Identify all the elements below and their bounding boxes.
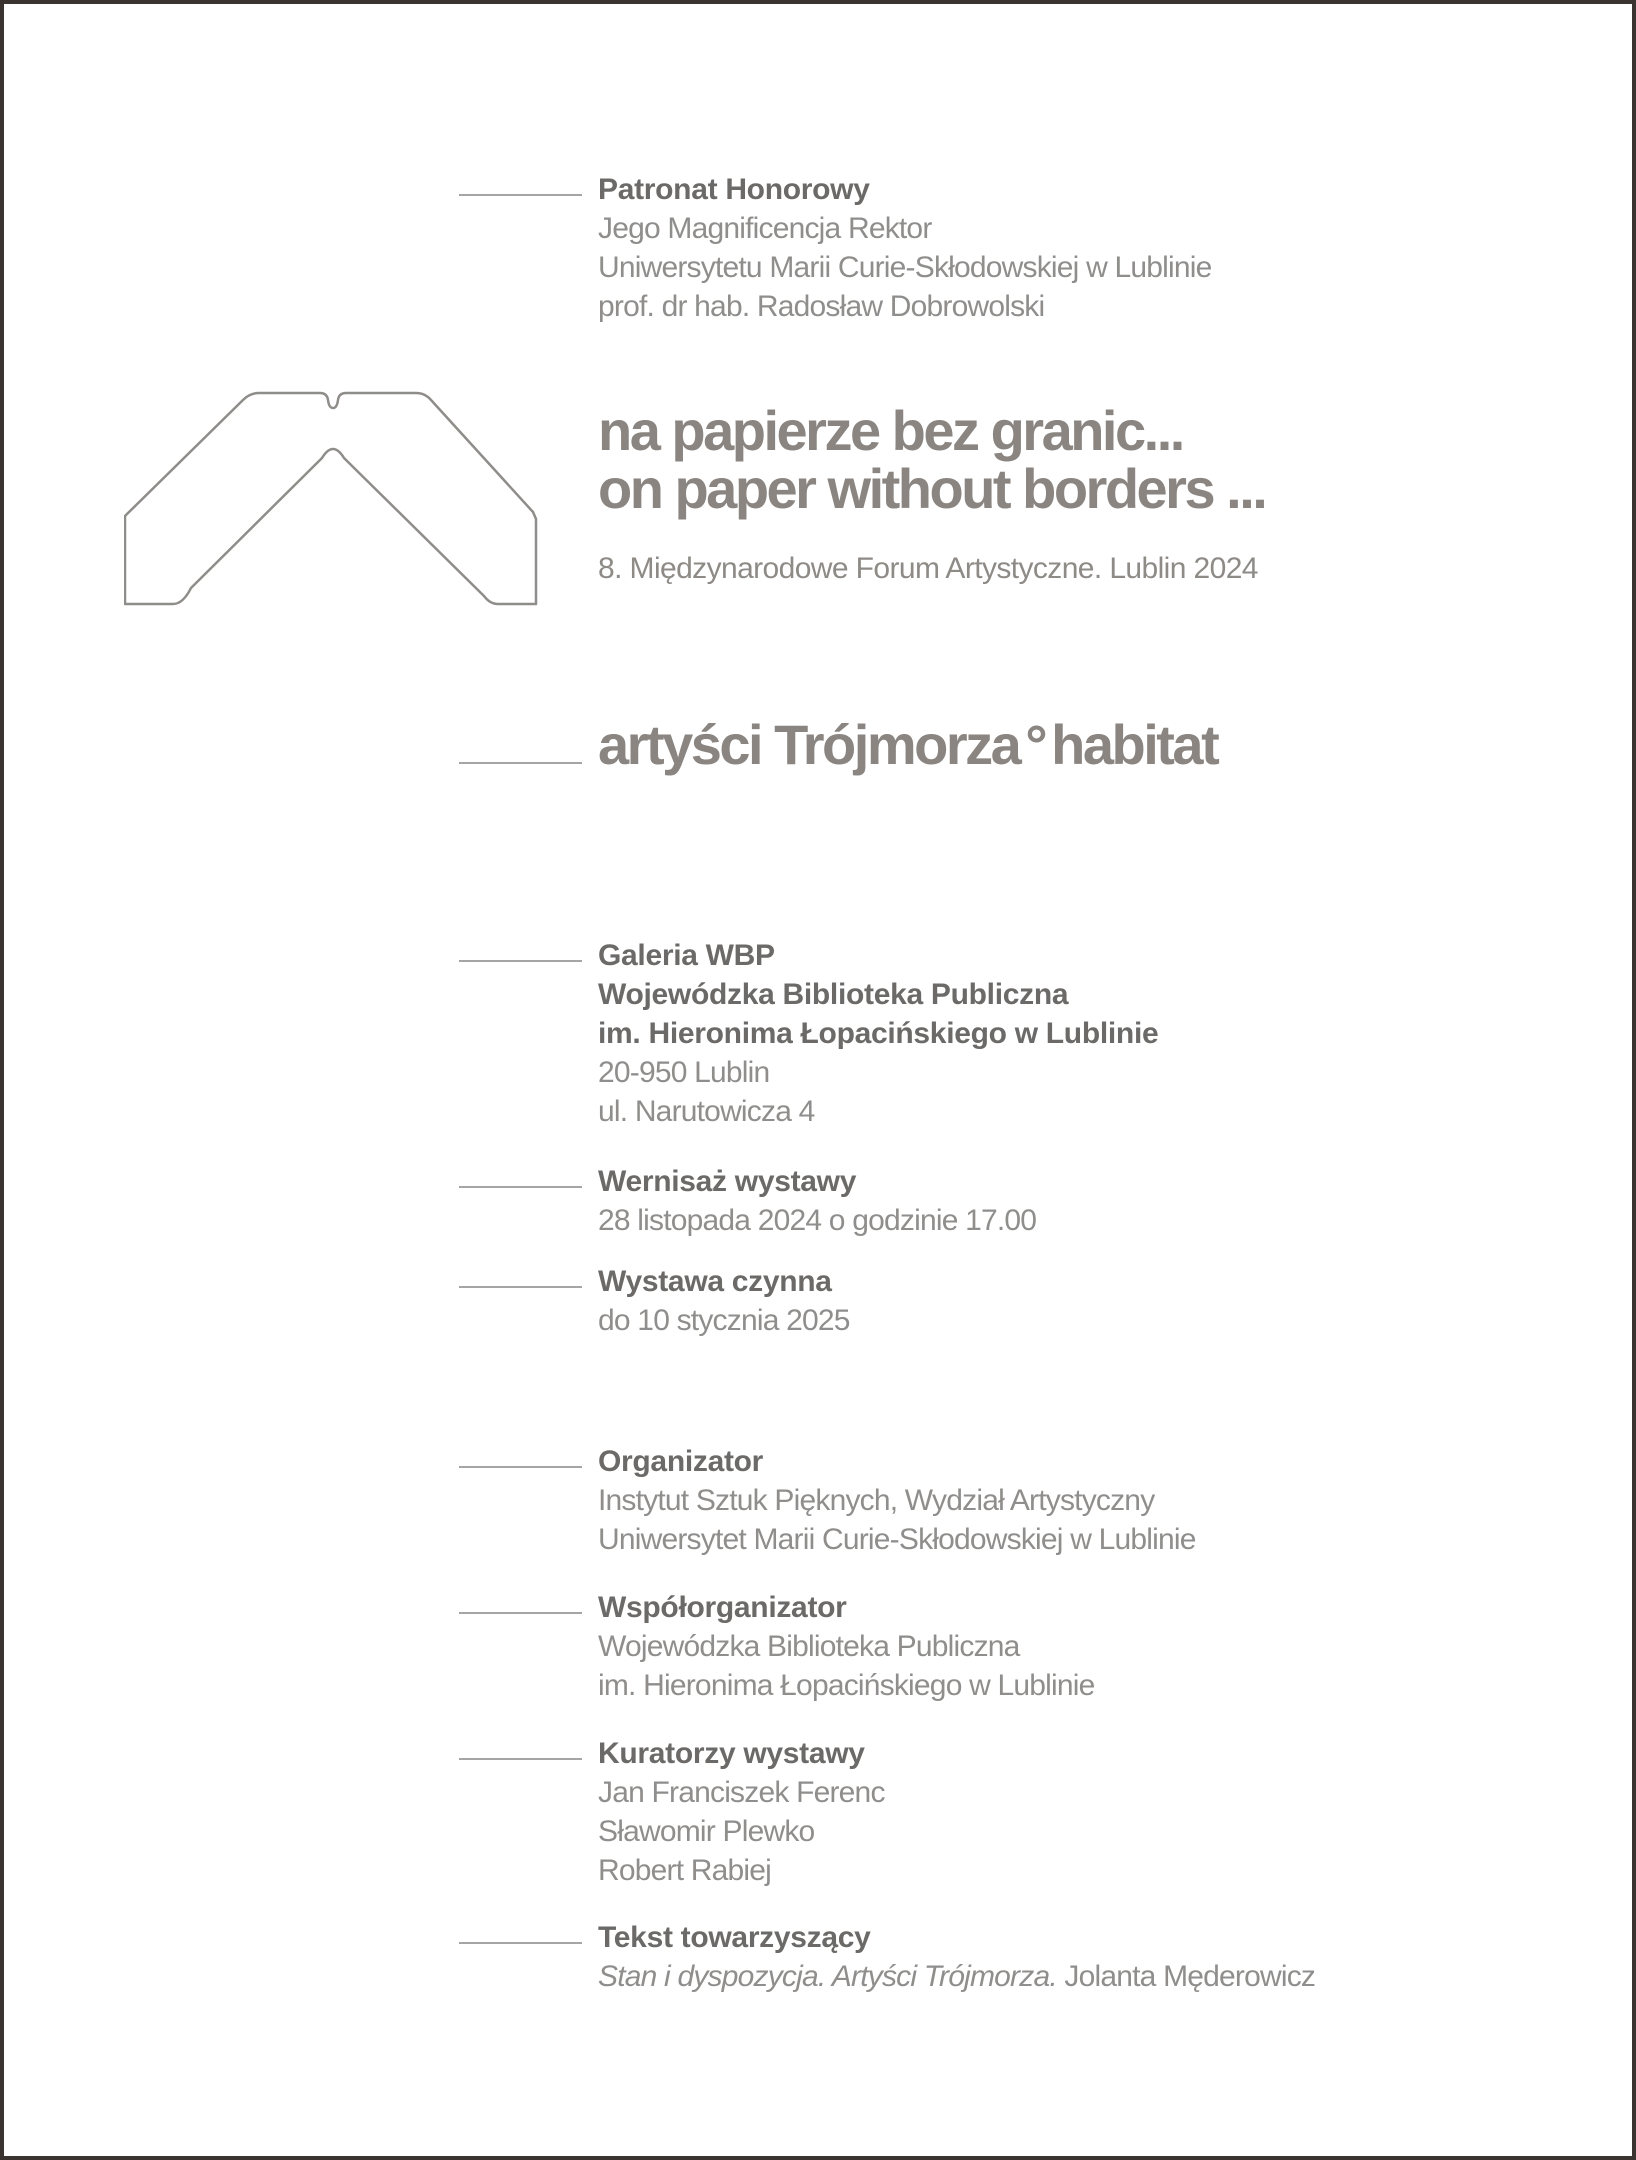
section-organizer [459, 1442, 1196, 1559]
section-line: Robert Rabiej [598, 1854, 772, 1887]
section-heading: Patronat Honorowy [598, 173, 870, 206]
section-bold-line: im. Hieronima Łopacińskiego w Lublinie [598, 1017, 1159, 1050]
section-vernissage [459, 1162, 1036, 1240]
section-heading: Wernisaż wystawy [598, 1165, 857, 1198]
title-line-en: on paper without borders ... [598, 457, 1266, 520]
section-rule [459, 960, 582, 962]
section-line: im. Hieronima Łopacińskiego w Lublinie [598, 1669, 1095, 1702]
section-co-organizer [459, 1588, 1095, 1705]
section-rule [459, 1286, 582, 1288]
section-rule [459, 1186, 582, 1188]
tagline-part2: habitat [1051, 713, 1218, 776]
section-heading: Współorganizator [598, 1591, 847, 1624]
section-line: 28 listopada 2024 o godzinie 17.00 [598, 1204, 1037, 1237]
tagline-part1: artyści Trójmorza [598, 713, 1020, 776]
section-exhibition-open [459, 1262, 850, 1340]
section-line: prof. dr hab. Radosław Dobrowolski [598, 290, 1045, 323]
section-line: Uniwersytet Marii Curie-Skłodowskiej w Lublinie [598, 1523, 1196, 1556]
section-rule [459, 194, 582, 196]
essay-author: Jolanta Męderowicz [1056, 1960, 1316, 1993]
section-line: Uniwersytetu Marii Curie-Skłodowskiej w Lublinie [598, 251, 1212, 284]
section-bold-line: Wojewódzka Biblioteka Publiczna [598, 978, 1069, 1011]
section-line: do 10 stycznia 2025 [598, 1304, 850, 1337]
section-line: Wojewódzka Biblioteka Publiczna [598, 1630, 1020, 1663]
section-heading: Wystawa czynna [598, 1265, 832, 1298]
essay-title: Stan i dyspozycja. Artyści Trójmorza. [598, 1960, 1057, 1993]
section-line: Jego Magnificencja Rektor [598, 212, 932, 245]
section-tagline [459, 713, 1218, 776]
section-heading: Organizator [598, 1445, 764, 1478]
title-line-pl: na papierze bez granic... [598, 399, 1183, 462]
section-heading: Kuratorzy wystawy [598, 1737, 865, 1770]
section-rule [459, 762, 582, 764]
section-rule [459, 1758, 582, 1760]
section-curators [459, 1734, 885, 1890]
section-line: Instytut Sztuk Pięknych, Wydział Artystyczny [598, 1484, 1155, 1517]
title-block [598, 399, 1266, 588]
degree-symbol: ° [1025, 713, 1046, 776]
section-patronat [459, 170, 1212, 326]
section-line: Sławomir Plewko [598, 1815, 815, 1848]
section-venue [459, 936, 1158, 1131]
section-line [598, 1957, 1315, 1996]
section-rule [459, 1942, 582, 1944]
section-line: Jan Franciszek Ferenc [598, 1776, 885, 1809]
section-heading: Tekst towarzyszący [598, 1921, 871, 1954]
section-line: 20-950 Lublin [598, 1056, 770, 1089]
section-accompanying-text [459, 1918, 1315, 1996]
title-subtitle: 8. Międzynarodowe Forum Artystyczne. Lublin 2024 [598, 552, 1258, 585]
section-heading: Galeria WBP [598, 939, 775, 972]
folded-paper-chevron-logo [124, 390, 539, 606]
section-line: ul. Narutowicza 4 [598, 1095, 815, 1128]
section-rule [459, 1466, 582, 1468]
section-rule [459, 1612, 582, 1614]
